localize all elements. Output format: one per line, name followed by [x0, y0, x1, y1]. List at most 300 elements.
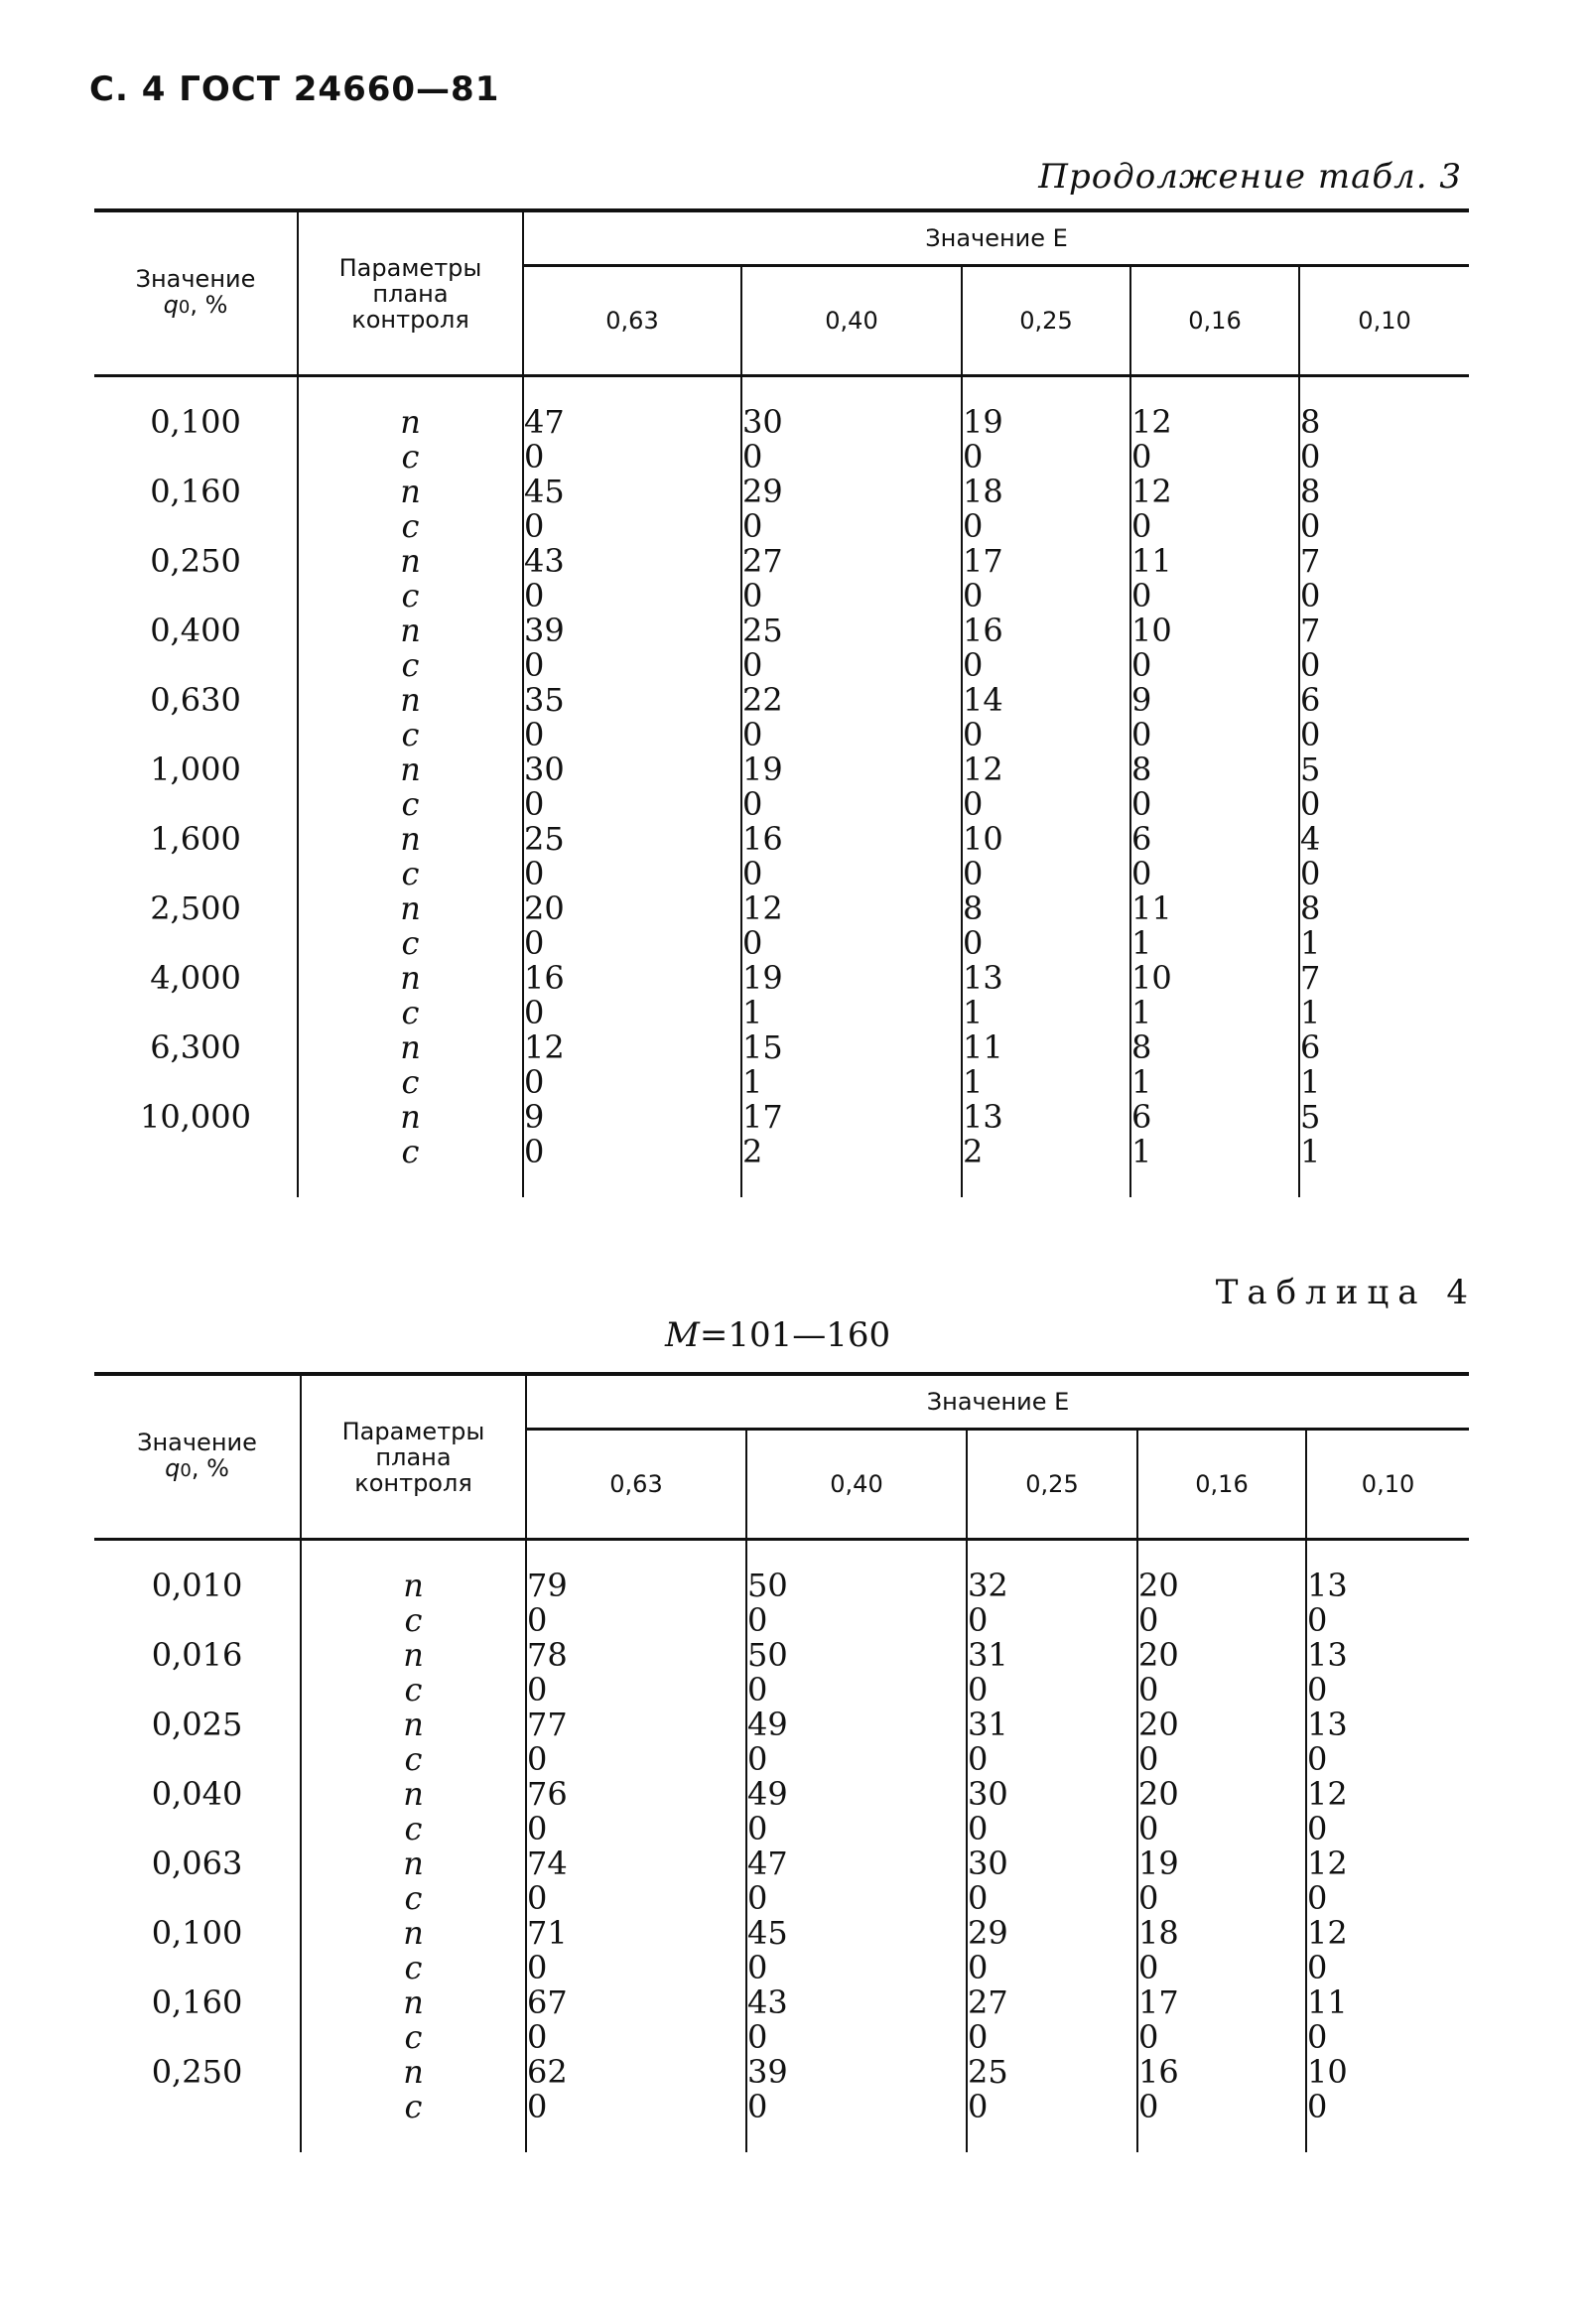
- value-n-e3: 12: [962, 752, 1130, 787]
- q-value: 0,010: [151, 1567, 243, 1604]
- table-4: [94, 1372, 1469, 2152]
- value-c-e1: 0: [526, 1673, 746, 1708]
- q-value: [94, 509, 298, 544]
- q-value: 1,000: [150, 751, 241, 788]
- value-c-e4: 0: [1137, 1951, 1306, 1985]
- spacer-cell: [962, 376, 1130, 406]
- q-symbol: q: [163, 291, 179, 319]
- value-n-e2: 17: [741, 1100, 962, 1135]
- value-n-e5: 7: [1299, 961, 1469, 996]
- value-n-e4: 6: [1130, 822, 1299, 857]
- value-c-e4: 0: [1137, 1673, 1306, 1708]
- table-row: [94, 1603, 1469, 1638]
- value-c-e4: 0: [1130, 648, 1299, 683]
- q-value: [94, 2090, 301, 2124]
- q-header: [94, 1374, 301, 1540]
- value-n-e4: 20: [1137, 1708, 1306, 1742]
- q-value: [94, 1812, 301, 1846]
- value-n-e1: 43: [523, 544, 741, 579]
- value-c-e4: 0: [1130, 787, 1299, 822]
- value-n-e3: 14: [962, 683, 1130, 718]
- param-label-c: c: [301, 1881, 526, 1916]
- value-n-e1: 79: [526, 1569, 746, 1603]
- value-n-e4: 11: [1130, 891, 1299, 926]
- param-label-c: c: [301, 2090, 526, 2124]
- value-c-e3: 1: [962, 1065, 1130, 1100]
- q-value: [94, 926, 298, 961]
- value-c-e3: 0: [962, 718, 1130, 752]
- value-c-e4: 1: [1130, 926, 1299, 961]
- q-value: 0,016: [151, 1636, 243, 1674]
- value-n-e5: 13: [1306, 1708, 1469, 1742]
- table-row: [94, 857, 1469, 891]
- spacer-cell: [1299, 376, 1469, 406]
- value-c-e4: 0: [1130, 857, 1299, 891]
- value-c-e2: 2: [741, 1135, 962, 1169]
- value-c-e5: 0: [1299, 648, 1469, 683]
- table-3: [94, 208, 1469, 1197]
- value-c-e4: 0: [1137, 1742, 1306, 1777]
- value-c-e5: 0: [1306, 1951, 1469, 1985]
- param-label-c: c: [298, 1065, 523, 1100]
- q-value: 0,040: [151, 1775, 243, 1813]
- value-n-e3: 16: [962, 614, 1130, 648]
- table-row: [94, 1742, 1469, 1777]
- q-unit: , %: [190, 291, 228, 319]
- q-value: 0,630: [150, 681, 241, 719]
- params-line-3: контроля: [351, 305, 469, 334]
- q-value: 6,300: [150, 1028, 241, 1066]
- table-row: [94, 1030, 1469, 1065]
- value-c-e1: 0: [523, 579, 741, 614]
- spacer-cell: [301, 1540, 526, 1570]
- q-value: [94, 579, 298, 614]
- value-n-e1: 16: [523, 961, 741, 996]
- params-line-1: Параметры: [341, 1417, 485, 1445]
- value-n-e3: 30: [967, 1777, 1137, 1812]
- value-c-e5: 0: [1299, 787, 1469, 822]
- value-c-e1: 0: [523, 1135, 741, 1169]
- value-c-e5: 1: [1299, 926, 1469, 961]
- value-c-e2: 0: [746, 2020, 967, 2055]
- value-c-e5: 0: [1306, 1742, 1469, 1777]
- value-c-e2: 0: [741, 579, 962, 614]
- value-n-e1: 76: [526, 1777, 746, 1812]
- e-group-header: Значение E: [523, 210, 1469, 266]
- value-n-e4: 6: [1130, 1100, 1299, 1135]
- param-label-n: n: [298, 752, 523, 787]
- value-c-e3: 0: [962, 787, 1130, 822]
- value-n-e1: 39: [523, 614, 741, 648]
- value-c-e4: 0: [1137, 1603, 1306, 1638]
- value-n-e5: 8: [1299, 475, 1469, 509]
- value-c-e2: 0: [746, 1881, 967, 1916]
- spacer-cell: [1137, 2124, 1306, 2152]
- table-row: [94, 1881, 1469, 1916]
- value-n-e4: 20: [1137, 1777, 1306, 1812]
- table-row: [94, 475, 1469, 509]
- value-n-e4: 20: [1137, 1638, 1306, 1673]
- value-c-e2: 0: [746, 2090, 967, 2124]
- table-row: [94, 822, 1469, 857]
- table4-subtitle: [665, 1315, 890, 1355]
- q-value: 0,400: [150, 612, 241, 649]
- value-c-e3: 1: [962, 996, 1130, 1030]
- params-line-2: плана: [372, 279, 449, 308]
- value-n-e3: 13: [962, 961, 1130, 996]
- spacer-cell: [526, 1540, 746, 1570]
- value-n-e5: 4: [1299, 822, 1469, 857]
- value-n-e5: 5: [1299, 752, 1469, 787]
- q-value: [94, 1742, 301, 1777]
- param-label-n: n: [298, 614, 523, 648]
- table-row: [94, 1065, 1469, 1100]
- value-c-e3: 0: [962, 648, 1130, 683]
- value-c-e3: 0: [962, 857, 1130, 891]
- params-header: [301, 1374, 526, 1540]
- spacer-cell: [741, 376, 962, 406]
- q-value: 0,100: [151, 1914, 243, 1952]
- e-col-1: 0,63: [526, 1430, 746, 1540]
- param-label-c: c: [301, 1951, 526, 1985]
- spacer-cell: [94, 1169, 298, 1197]
- value-n-e3: 11: [962, 1030, 1130, 1065]
- value-n-e2: 30: [741, 405, 962, 440]
- value-n-e4: 12: [1130, 405, 1299, 440]
- q-value: [94, 440, 298, 475]
- value-c-e2: 0: [741, 440, 962, 475]
- value-n-e2: 15: [741, 1030, 962, 1065]
- spacer-cell: [1306, 2124, 1469, 2152]
- value-n-e4: 11: [1130, 544, 1299, 579]
- q-value: 0,160: [150, 473, 241, 510]
- table-row: [94, 1708, 1469, 1742]
- value-n-e4: 16: [1137, 2055, 1306, 2090]
- value-c-e4: 0: [1130, 440, 1299, 475]
- value-n-e2: 29: [741, 475, 962, 509]
- value-c-e3: 0: [962, 926, 1130, 961]
- value-c-e1: 0: [523, 509, 741, 544]
- value-c-e5: 0: [1306, 1673, 1469, 1708]
- spacer-cell: [94, 376, 298, 406]
- value-n-e1: 62: [526, 2055, 746, 2090]
- param-label-c: c: [298, 857, 523, 891]
- q-value: [94, 718, 298, 752]
- value-n-e4: 19: [1137, 1846, 1306, 1881]
- value-n-e1: 74: [526, 1846, 746, 1881]
- value-n-e5: 12: [1306, 1846, 1469, 1881]
- spacer-cell: [741, 1169, 962, 1197]
- value-n-e5: 6: [1299, 683, 1469, 718]
- q-value: 0,250: [150, 542, 241, 580]
- spacer-cell: [1130, 376, 1299, 406]
- spacer-cell: [298, 1169, 523, 1197]
- value-c-e1: 0: [523, 857, 741, 891]
- param-label-n: n: [301, 1985, 526, 2020]
- value-n-e3: 31: [967, 1708, 1137, 1742]
- table-row: [94, 2055, 1469, 2090]
- value-n-e2: 39: [746, 2055, 967, 2090]
- q-value: [94, 1881, 301, 1916]
- value-n-e2: 12: [741, 891, 962, 926]
- param-label-n: n: [301, 2055, 526, 2090]
- q-value: 0,063: [151, 1845, 243, 1882]
- value-c-e5: 1: [1299, 1135, 1469, 1169]
- value-n-e5: 13: [1306, 1638, 1469, 1673]
- q-value: [94, 1951, 301, 1985]
- value-c-e3: 0: [967, 2090, 1137, 2124]
- value-n-e5: 12: [1306, 1916, 1469, 1951]
- value-n-e3: 19: [962, 405, 1130, 440]
- param-label-c: c: [301, 1603, 526, 1638]
- param-label-c: c: [298, 648, 523, 683]
- value-c-e2: 0: [746, 1603, 967, 1638]
- value-n-e4: 12: [1130, 475, 1299, 509]
- value-n-e1: 35: [523, 683, 741, 718]
- value-c-e5: 0: [1299, 857, 1469, 891]
- params-line-2: плана: [375, 1442, 452, 1471]
- table-row: [94, 614, 1469, 648]
- value-n-e5: 6: [1299, 1030, 1469, 1065]
- e-col-4: 0,16: [1137, 1430, 1306, 1540]
- value-c-e1: 0: [526, 1881, 746, 1916]
- value-c-e5: 0: [1306, 1603, 1469, 1638]
- e-col-5: 0,10: [1299, 266, 1469, 376]
- value-c-e4: 0: [1130, 718, 1299, 752]
- value-c-e2: 0: [741, 509, 962, 544]
- value-n-e2: 50: [746, 1638, 967, 1673]
- param-label-n: n: [301, 1708, 526, 1742]
- param-label-c: c: [301, 2020, 526, 2055]
- value-n-e3: 10: [962, 822, 1130, 857]
- q-value: 0,250: [151, 2053, 243, 2091]
- table-row: [94, 509, 1469, 544]
- table-row: [94, 718, 1469, 752]
- param-label-n: n: [298, 405, 523, 440]
- value-n-e1: 77: [526, 1708, 746, 1742]
- value-c-e5: 0: [1306, 1812, 1469, 1846]
- value-n-e5: 8: [1299, 405, 1469, 440]
- value-c-e4: 1: [1130, 1065, 1299, 1100]
- spacer-cell: [746, 1540, 967, 1570]
- table3-caption: Продолжение табл. 3: [1038, 157, 1462, 197]
- value-n-e2: 19: [741, 961, 962, 996]
- value-c-e2: 0: [741, 926, 962, 961]
- value-n-e2: 43: [746, 1985, 967, 2020]
- value-c-e3: 0: [967, 1603, 1137, 1638]
- value-c-e2: 0: [746, 1742, 967, 1777]
- q-unit: , %: [191, 1454, 229, 1482]
- value-c-e4: 0: [1130, 579, 1299, 614]
- table-row: [94, 1846, 1469, 1881]
- spacer-cell: [967, 1540, 1137, 1570]
- param-label-n: n: [298, 475, 523, 509]
- table-row: [94, 787, 1469, 822]
- table-row: [94, 1916, 1469, 1951]
- table-row: [94, 891, 1469, 926]
- spacer-cell: [301, 2124, 526, 2152]
- value-n-e3: 30: [967, 1846, 1137, 1881]
- table-row: [94, 1673, 1469, 1708]
- value-c-e3: 0: [967, 1812, 1137, 1846]
- value-n-e5: 7: [1299, 614, 1469, 648]
- value-n-e5: 5: [1299, 1100, 1469, 1135]
- q-value: [94, 1065, 298, 1100]
- q-value: [94, 1135, 298, 1169]
- value-c-e5: 1: [1299, 1065, 1469, 1100]
- value-c-e5: 0: [1306, 2020, 1469, 2055]
- value-c-e2: 0: [741, 718, 962, 752]
- value-n-e4: 18: [1137, 1916, 1306, 1951]
- param-label-n: n: [301, 1846, 526, 1881]
- value-n-e2: 16: [741, 822, 962, 857]
- spacer-cell: [298, 376, 523, 406]
- value-n-e3: 27: [967, 1985, 1137, 2020]
- value-c-e3: 0: [967, 1881, 1137, 1916]
- value-n-e3: 25: [967, 2055, 1137, 2090]
- e-col-2: 0,40: [746, 1430, 967, 1540]
- value-c-e4: 0: [1137, 2090, 1306, 2124]
- e-col-3: 0,25: [967, 1430, 1137, 1540]
- value-c-e2: 0: [741, 787, 962, 822]
- table-row: [94, 752, 1469, 787]
- q-value: [94, 1673, 301, 1708]
- value-c-e1: 0: [523, 787, 741, 822]
- value-n-e1: 25: [523, 822, 741, 857]
- q-subscript: 0: [180, 1460, 192, 1481]
- param-label-c: c: [298, 996, 523, 1030]
- value-n-e3: 17: [962, 544, 1130, 579]
- value-n-e5: 11: [1306, 1985, 1469, 2020]
- value-c-e1: 0: [523, 926, 741, 961]
- value-c-e2: 0: [746, 1812, 967, 1846]
- value-n-e1: 12: [523, 1030, 741, 1065]
- value-n-e4: 20: [1137, 1569, 1306, 1603]
- value-n-e3: 29: [967, 1916, 1137, 1951]
- value-c-e2: 1: [741, 996, 962, 1030]
- value-c-e1: 0: [526, 1951, 746, 1985]
- params-line-3: контроля: [354, 1468, 472, 1497]
- value-n-e3: 8: [962, 891, 1130, 926]
- param-label-c: c: [298, 1135, 523, 1169]
- value-n-e2: 50: [746, 1569, 967, 1603]
- value-c-e1: 0: [523, 440, 741, 475]
- table-row: [94, 1951, 1469, 1985]
- param-label-c: c: [298, 926, 523, 961]
- value-c-e4: 0: [1137, 2020, 1306, 2055]
- value-c-e4: 1: [1130, 996, 1299, 1030]
- param-label-c: c: [298, 440, 523, 475]
- table-row: [94, 440, 1469, 475]
- q-symbol: q: [165, 1454, 181, 1482]
- value-c-e1: 0: [523, 996, 741, 1030]
- q-header-label: Значение: [137, 1429, 257, 1456]
- spacer-cell: [962, 1169, 1130, 1197]
- value-n-e2: 49: [746, 1708, 967, 1742]
- q-value: 2,500: [150, 889, 241, 927]
- value-c-e5: 0: [1299, 718, 1469, 752]
- value-n-e1: 47: [523, 405, 741, 440]
- value-c-e2: 0: [746, 1673, 967, 1708]
- q-header: [94, 210, 298, 376]
- param-label-c: c: [301, 1812, 526, 1846]
- value-n-e4: 8: [1130, 1030, 1299, 1065]
- table-row: [94, 2020, 1469, 2055]
- value-c-e5: 0: [1299, 509, 1469, 544]
- param-label-c: c: [298, 579, 523, 614]
- value-c-e3: 0: [967, 2020, 1137, 2055]
- value-c-e5: 0: [1299, 440, 1469, 475]
- value-n-e1: 67: [526, 1985, 746, 2020]
- value-c-e1: 0: [526, 1742, 746, 1777]
- value-c-e3: 0: [962, 579, 1130, 614]
- value-c-e1: 0: [526, 1603, 746, 1638]
- m-range: =101—160: [699, 1315, 891, 1355]
- value-n-e4: 17: [1137, 1985, 1306, 2020]
- param-label-n: n: [301, 1638, 526, 1673]
- value-n-e2: 47: [746, 1846, 967, 1881]
- value-n-e1: 45: [523, 475, 741, 509]
- e-col-1: 0,63: [523, 266, 741, 376]
- value-n-e5: 7: [1299, 544, 1469, 579]
- value-c-e1: 0: [526, 1812, 746, 1846]
- value-n-e4: 8: [1130, 752, 1299, 787]
- value-c-e5: 0: [1299, 579, 1469, 614]
- table-row: [94, 405, 1469, 440]
- table-row: [94, 648, 1469, 683]
- value-c-e5: 1: [1299, 996, 1469, 1030]
- value-n-e1: 78: [526, 1638, 746, 1673]
- value-c-e1: 0: [523, 718, 741, 752]
- param-label-n: n: [298, 544, 523, 579]
- table-row: [94, 961, 1469, 996]
- value-c-e2: 0: [741, 648, 962, 683]
- value-n-e2: 19: [741, 752, 962, 787]
- param-label-n: n: [298, 1030, 523, 1065]
- params-header: [298, 210, 523, 376]
- table-row: [94, 2090, 1469, 2124]
- value-n-e4: 10: [1130, 614, 1299, 648]
- q-value: 4,000: [150, 959, 241, 997]
- param-label-c: c: [298, 787, 523, 822]
- q-value: 0,100: [150, 403, 241, 441]
- value-n-e2: 25: [741, 614, 962, 648]
- value-c-e1: 0: [523, 1065, 741, 1100]
- q-value: [94, 2020, 301, 2055]
- q-value: 10,000: [140, 1098, 251, 1136]
- param-label-n: n: [298, 683, 523, 718]
- table-row: [94, 1812, 1469, 1846]
- table-row: [94, 1638, 1469, 1673]
- q-value: 0,025: [151, 1706, 243, 1743]
- value-c-e2: 1: [741, 1065, 962, 1100]
- value-c-e1: 0: [526, 2090, 746, 2124]
- value-c-e3: 0: [967, 1951, 1137, 1985]
- value-c-e1: 0: [523, 648, 741, 683]
- value-c-e4: 0: [1137, 1881, 1306, 1916]
- table4-caption: Таблица 4: [1215, 1273, 1477, 1312]
- e-group-header: Значение E: [526, 1374, 1469, 1430]
- q-value: 0,160: [151, 1983, 243, 2021]
- table-row: [94, 926, 1469, 961]
- value-n-e3: 32: [967, 1569, 1137, 1603]
- param-label-c: c: [301, 1673, 526, 1708]
- table-row: [94, 579, 1469, 614]
- value-c-e2: 0: [746, 1951, 967, 1985]
- e-col-4: 0,16: [1130, 266, 1299, 376]
- value-n-e4: 9: [1130, 683, 1299, 718]
- param-label-n: n: [301, 1569, 526, 1603]
